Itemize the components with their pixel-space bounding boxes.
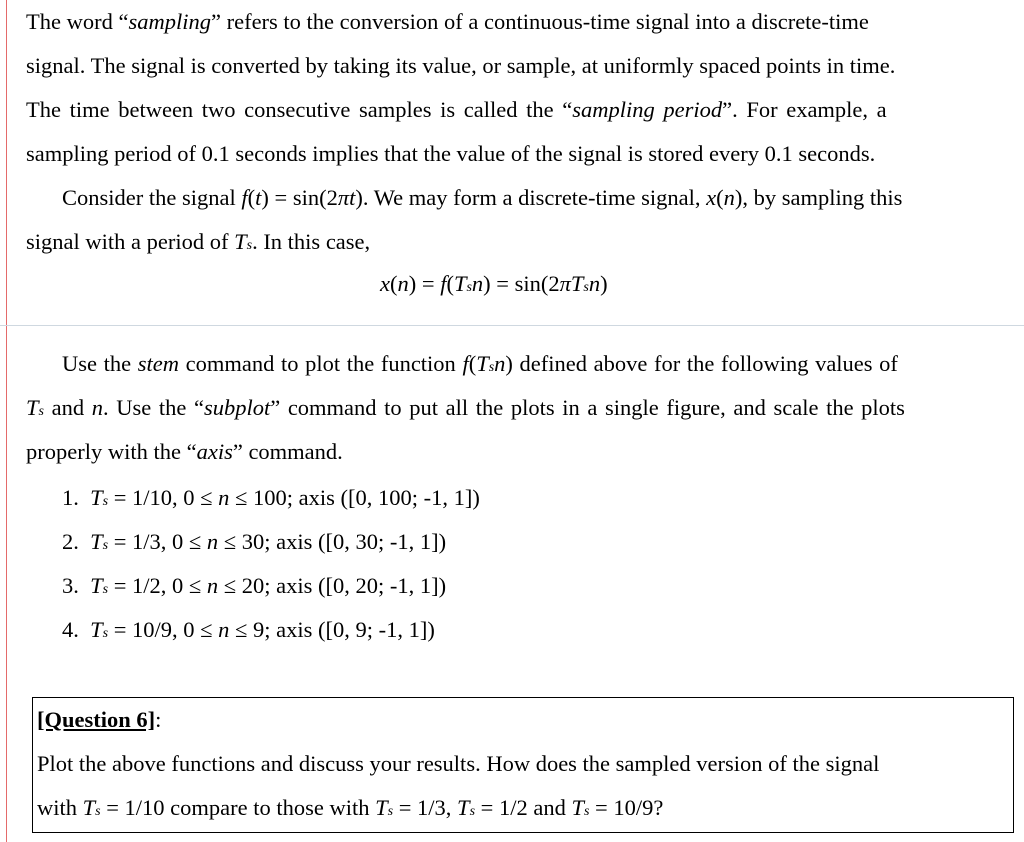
question-line-2: with Ts = 1/10 compare to those with Ts = 1/3, Ts = 1/2 and Ts = 10/9? [37,795,664,820]
question-line-1: Plot the above functions and discuss your results. How does the sampled version of the signal [37,751,880,776]
question-title: [Question 6]: [37,707,162,732]
list-item: 3. Ts = 1/2, 0 ≤ n ≤ 20; axis ([0, 20; -1, 1]) [62,573,447,598]
list-item: 4. Ts = 10/9, 0 ≤ n ≤ 9; axis ([0, 9; -1, 1]) [62,617,435,642]
list-item: 1. Ts = 1/10, 0 ≤ n ≤ 100; axis ([0, 100; -1, 1]) [62,485,480,510]
question-box [32,697,1014,833]
intro-line-2: signal. The signal is converted by taking its value, or sample, at uniformly spaced points in time. [26,53,896,78]
list-item: 2. Ts = 1/3, 0 ≤ n ≤ 30; axis ([0, 30; -1, 1]) [62,529,447,554]
task-line-3: properly with the “axis” command. [26,439,343,464]
sampling-equation: x(n) = f(Tsn) = sin(2πTsn) [380,271,608,296]
intro-line-4: sampling period of 0.1 seconds implies that the value of the signal is stored every 0.1 seconds. [26,141,876,166]
section-divider [0,325,1024,326]
intro-line-3: The time between two consecutive samples is called the “sampling period”. For example, a [26,97,887,122]
task-line-1: Use the stem command to plot the function f(Tsn) defined above for the following values of [62,351,898,376]
margin-rule [6,0,7,842]
intro-line-1: The word “sampling” refers to the conversion of a continuous-time signal into a discrete-time [26,9,869,34]
intro-line-5: Consider the signal f(t) = sin(2πt). We may form a discrete-time signal, x(n), by sampling this [62,185,903,210]
task-line-2: Ts and n. Use the “subplot” command to put all the plots in a single figure, and scale the plots [26,395,905,420]
parameter-list [62,476,480,652]
intro-line-6: signal with a period of Ts. In this case, [26,229,371,254]
